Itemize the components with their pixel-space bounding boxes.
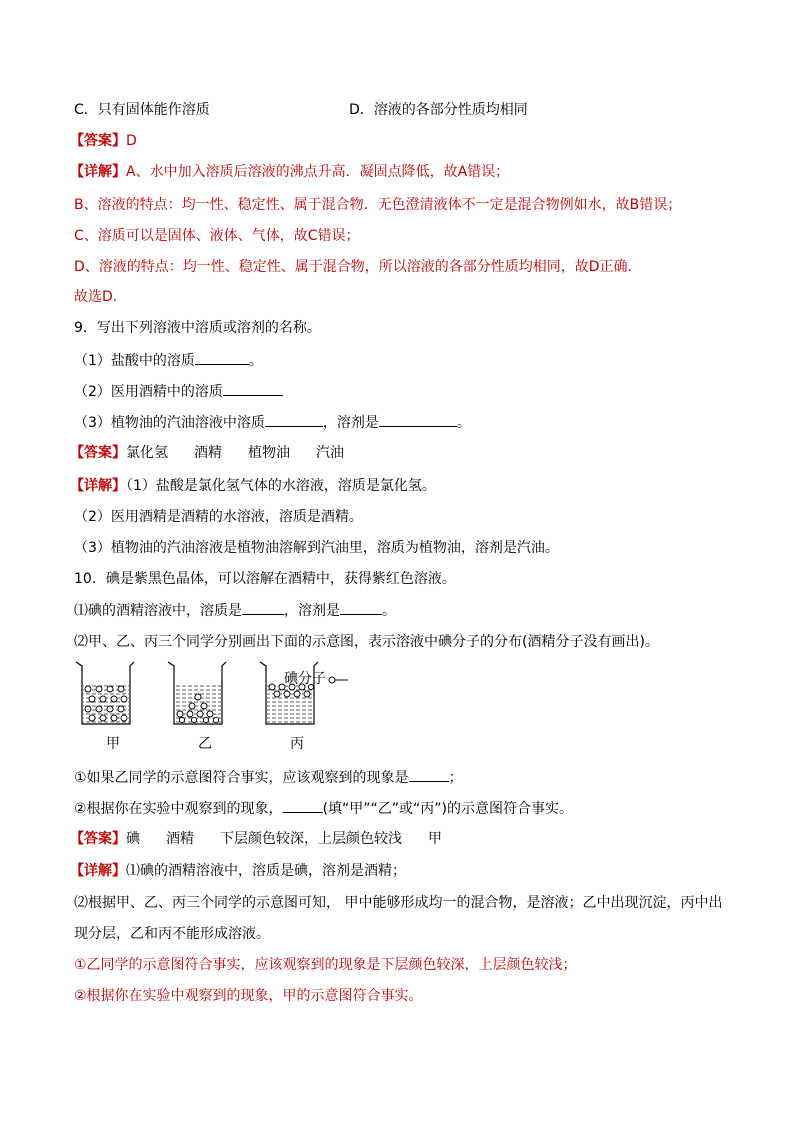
detail-tag: 【详解】 <box>70 478 126 494</box>
answer-value: 汽油 <box>316 445 344 461</box>
q10-sub-2 <box>74 798 573 819</box>
answer-value: 酒精 <box>194 445 222 461</box>
q10-sub-1 <box>74 767 463 788</box>
answer-value: 植物油 <box>248 445 290 461</box>
q9-stem: 9．写出下列溶液中溶质或溶剂的名称。 <box>74 320 321 336</box>
q9-item-3-text: （3）植物油的汽油溶液中溶质 <box>74 415 265 431</box>
answer-blank[interactable] <box>242 600 284 615</box>
detail-tag: 【详解】 <box>70 863 126 879</box>
answer-tag: 【答案】 <box>70 831 126 847</box>
q10-detail-2a: ⑵根据甲、乙、丙三个同学的示意图可知， 甲中能够形成均一的混合物，是溶液；乙中出现沉淀，丙中出 <box>74 895 723 911</box>
q10-part-1-end: 。 <box>382 603 396 619</box>
q10-part-1-text: ⑴碘的酒精溶液中，溶质是 <box>74 603 242 619</box>
q8-answer <box>70 131 137 151</box>
beaker-jia <box>76 662 134 724</box>
q9-item-2 <box>74 381 283 402</box>
q10-detail-4: ②根据你在实验中观察到的现象，甲的示意图符合事实。 <box>74 988 423 1004</box>
q10-sub-2-end: (填“甲”“乙”或“丙”)的示意图符合事实。 <box>322 801 574 817</box>
q8-detail-1 <box>70 162 509 182</box>
legend-iodine-molecule <box>329 677 348 683</box>
answer-blank[interactable] <box>195 350 249 365</box>
legend-label: 碘分子 <box>284 671 326 687</box>
answer-blank[interactable] <box>223 381 283 396</box>
answer-value: 下层颜色较深，上层颜色较浅 <box>220 831 402 847</box>
beaker-yi <box>168 662 226 724</box>
detail-text: A、水中加入溶质后溶液的沸点升高．凝固点降低，故A错误； <box>126 164 510 180</box>
answer-value: 氯化氢 <box>126 445 168 461</box>
q10-part-1 <box>74 600 396 621</box>
answer-blank[interactable] <box>265 412 323 427</box>
answer-blank[interactable] <box>379 412 457 427</box>
q10-stem: 10．碘是紫黑色晶体，可以溶解在酒精中，获得紫红色溶液。 <box>74 571 456 587</box>
q9-detail-1 <box>70 476 436 496</box>
q10-part-1-mid: ，溶剂是 <box>284 603 340 619</box>
beaker-figure <box>68 656 408 756</box>
q8-detail-3: C、溶质可以是固体、液体、气体，故C错误； <box>74 228 360 244</box>
q10-detail-1 <box>70 861 406 881</box>
option-d: D．溶液的各部分性质均相同 <box>349 102 528 118</box>
answer-value: 酒精 <box>166 831 194 847</box>
q9-item-1-text: （1）盐酸中的溶质 <box>74 353 195 369</box>
q10-answer <box>70 829 442 849</box>
q9-item-1 <box>74 350 263 371</box>
q10-part-2: ⑵甲、乙、丙三个同学分别画出下面的示意图，表示溶液中碘分子的分布(酒精分子没有画出)。 <box>74 634 659 650</box>
q8-detail-2: B、溶液的特点：均一性、稳定性、属于混合物．无色澄清液体不一定是混合物例如水，故B错误； <box>74 197 682 213</box>
beaker-label-jia: 甲 <box>106 736 120 752</box>
detail-text: （1）盐酸是氯化氢气体的水溶液，溶质是氯化氢。 <box>126 478 436 494</box>
q8-detail-4: D、溶液的特点：均一性、稳定性、属于混合物，所以溶液的各部分性质均相同，故D正确． <box>74 259 642 275</box>
q10-sub-2-text: ②根据你在实验中观察到的现象， <box>74 801 283 817</box>
q9-detail-3: （3）植物油的汽油溶液是植物油溶解到汽油里，溶质为植物油，溶剂是汽油。 <box>74 540 559 556</box>
answer-value: D <box>126 133 137 149</box>
detail-text: ⑴碘的酒精溶液中，溶质是碘，溶剂是酒精； <box>126 863 406 879</box>
q9-item-3 <box>74 412 471 433</box>
answer-tag: 【答案】 <box>70 445 126 461</box>
answer-blank[interactable] <box>283 798 323 813</box>
option-c: C．只有固体能作溶质 <box>74 102 210 118</box>
q8-conclusion: 故选D． <box>74 289 127 305</box>
q9-item-2-text: （2）医用酒精中的溶质 <box>74 384 223 400</box>
q9-item-1-end: 。 <box>248 353 263 369</box>
beaker-label-bing: 丙 <box>290 736 304 752</box>
detail-tag: 【详解】 <box>70 164 126 180</box>
q9-item-3-end: 。 <box>456 415 471 431</box>
q9-item-3-mid: ，溶剂是 <box>322 415 379 431</box>
answer-tag: 【答案】 <box>70 133 126 149</box>
answer-blank[interactable] <box>340 600 382 615</box>
beaker-label-yi: 乙 <box>198 736 212 752</box>
q9-detail-2: （2）医用酒精是酒精的水溶液，溶质是酒精。 <box>74 509 363 525</box>
q10-sub-1-end: ； <box>448 770 463 786</box>
answer-value: 甲 <box>428 831 442 847</box>
q10-sub-1-text: ①如果乙同学的示意图符合事实，应该观察到的现象是 <box>74 770 409 786</box>
q10-detail-3: ①乙同学的示意图符合事实，应该观察到的现象是下层颜色较深，上层颜色较浅； <box>74 957 577 973</box>
answer-value: 碘 <box>126 831 140 847</box>
answer-blank[interactable] <box>409 767 449 782</box>
q9-answer <box>70 443 344 463</box>
q10-detail-2b: 现分层，乙和丙不能形成溶液。 <box>74 926 270 942</box>
